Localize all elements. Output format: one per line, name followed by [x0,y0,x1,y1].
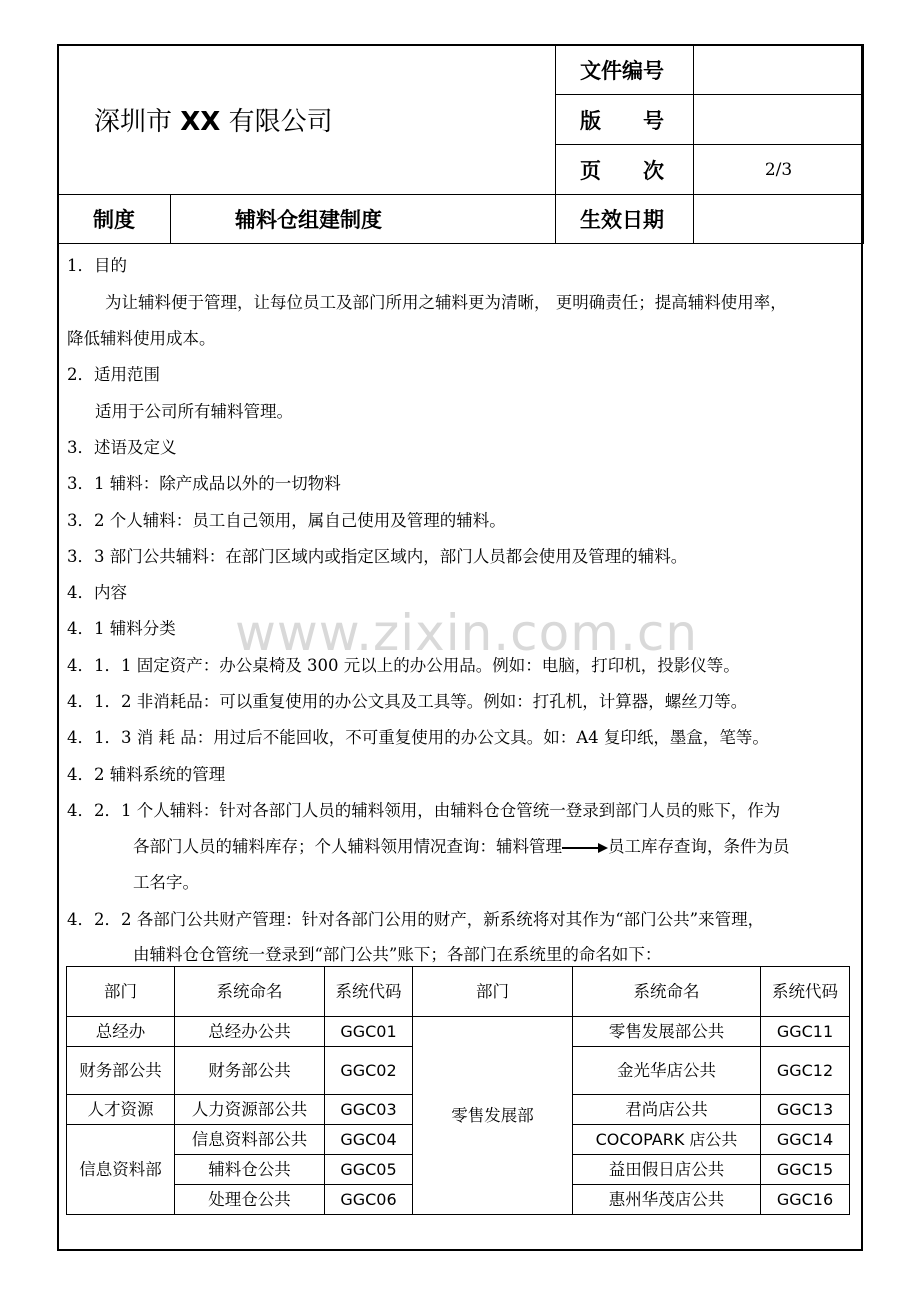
effective-date-value [694,195,864,244]
code-cell: GGC05 [325,1155,413,1185]
name-cell: COCOPARK 店公共 [573,1125,761,1155]
paragraph-purpose-cont: 降低辅料使用成本。 [67,329,216,348]
name-cell: 君尚店公共 [573,1095,761,1125]
definition-3-3: 3．3 部门公共辅料：在部门区域内或指定区域内，部门人员都会使用及管理的辅料。 [67,547,688,566]
code-cell: GGC03 [325,1095,413,1125]
header-dept: 部门 [67,967,175,1017]
name-cell: 辅料仓公共 [175,1155,325,1185]
code-cell: GGC01 [325,1017,413,1047]
name-cell: 总经办公共 [175,1017,325,1047]
name-cell: 财务部公共 [175,1047,325,1095]
header-code: 系统代码 [761,967,850,1017]
item-4-2-1-cont: 各部门人员的辅料库存；个人辅料领用情况查询：辅料管理 员工库存查询，条件为员 [133,837,790,856]
header-dept: 部门 [413,967,573,1017]
name-cell: 零售发展部公共 [573,1017,761,1047]
page-value: 2/3 [694,145,864,195]
header-name: 系统命名 [573,967,761,1017]
paragraph-purpose: 为让辅料便于管理，让每位员工及部门所用之辅料更为清晰， 更明确责任；提高辅料使用率， [105,293,787,312]
name-cell: 益田假日店公共 [573,1155,761,1185]
section-2-heading: 2．适用范围 [67,365,160,384]
table-row [67,1017,850,1047]
section-3-heading: 3．述语及定义 [67,438,177,457]
name-cell: 人力资源部公共 [175,1095,325,1125]
company-name: 深圳市 XX 有限公司 [58,45,556,195]
definition-3-1: 3．1 辅料：除产成品以外的一切物料 [67,474,341,493]
header-table [57,44,864,244]
dept-cell-retail: 零售发展部 [413,1017,573,1215]
code-cell: GGC15 [761,1155,850,1185]
system-naming-table [66,966,850,1215]
section-4-2-heading: 4．2 辅料系统的管理 [67,765,226,784]
header-code: 系统代码 [325,967,413,1017]
dept-cell: 总经办 [67,1017,175,1047]
section-1-heading: 1．目的 [67,256,127,275]
doc-type-label: 制度 [58,195,171,244]
page-label: 页 次 [556,145,694,195]
item-4-1-2: 4．1．2 非消耗品：可以重复使用的办公文具及工具等。例如：打孔机，计算器，螺丝刀等。 [67,692,748,711]
code-cell: GGC06 [325,1185,413,1215]
doc-title: 辅料仓组建制度 [171,195,556,244]
definition-3-2: 3．2 个人辅料：员工自己领用，属自己使用及管理的辅料。 [67,511,506,530]
item-4-2-2-cont: 由辅料仓仓管统一登录到“部门公共”账下；各部门在系统里的命名如下： [133,945,662,964]
code-cell: GGC11 [761,1017,850,1047]
code-cell: GGC13 [761,1095,850,1125]
dept-cell: 信息资料部 [67,1125,175,1215]
dept-cell: 人才资源 [67,1095,175,1125]
code-cell: GGC12 [761,1047,850,1095]
doc-number-value [694,45,864,95]
dept-cell: 财务部公共 [67,1047,175,1095]
name-cell: 惠州华茂店公共 [573,1185,761,1215]
item-4-2-1-end: 工名字。 [133,873,199,892]
code-cell: GGC02 [325,1047,413,1095]
version-value [694,95,864,145]
item-4-2-2: 4．2．2 各部门公共财产管理：针对各部门公用的财产，新系统将对其作为“部门公共”来管理， [67,910,765,929]
watermark: www.zixin.com.cn [235,604,699,662]
section-4-1-heading: 4．1 辅料分类 [67,619,176,638]
code-cell: GGC04 [325,1125,413,1155]
name-cell: 信息资料部公共 [175,1125,325,1155]
section-4-heading: 4．内容 [67,583,127,602]
name-cell: 金光华店公共 [573,1047,761,1095]
item-4-2-1: 4．2．1 个人辅料：针对各部门人员的辅料领用，由辅料仓仓管统一登录到部门人员的账下，作为 [67,801,781,820]
version-label: 版 号 [556,95,694,145]
code-cell: GGC14 [761,1125,850,1155]
paragraph-scope: 适用于公司所有辅料管理。 [95,402,293,421]
item-4-1-3: 4．1．3 消 耗 品：用过后不能回收，不可重复使用的办公文具。如：A4 复印纸，墨盒，笔等。 [67,728,769,747]
effective-date-label: 生效日期 [556,195,694,244]
table-header-row [67,967,850,1017]
item-4-1-1: 4．1．1 固定资产：办公桌椅及 300 元以上的办公用品。例如：电脑，打印机，投影仪等。 [67,656,740,675]
name-cell: 处理仓公共 [175,1185,325,1215]
right-arrow-icon [562,842,608,854]
header-name: 系统命名 [175,967,325,1017]
doc-number-label: 文件编号 [556,45,694,95]
code-cell: GGC16 [761,1185,850,1215]
